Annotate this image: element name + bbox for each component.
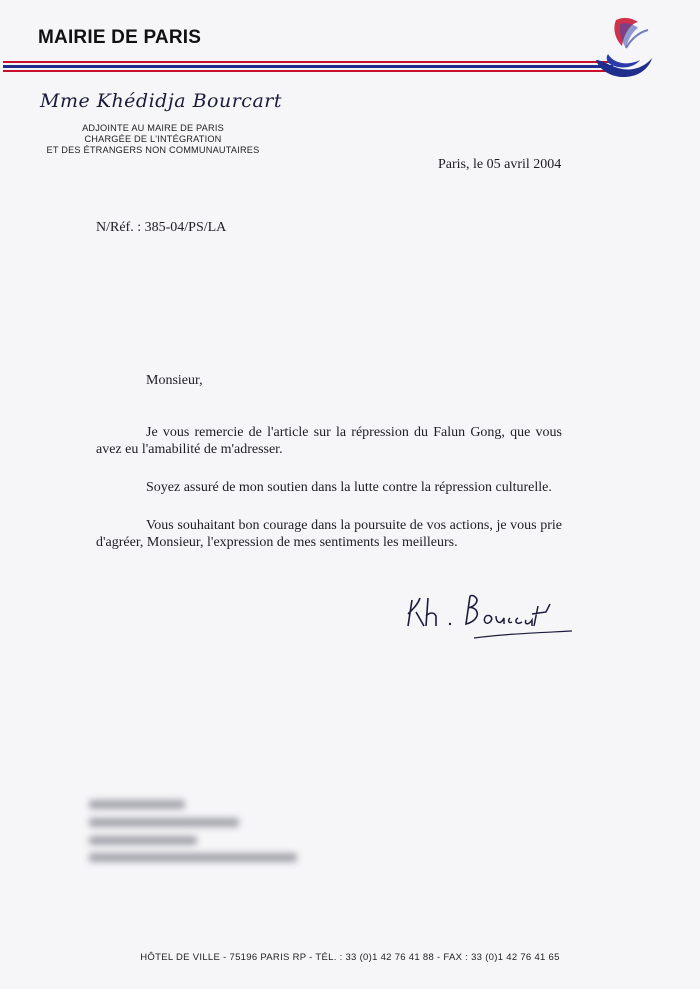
reference-number: N/Réf. : 385-04/PS/LA bbox=[96, 220, 227, 235]
sender-title-line: ET DES ÉTRANGERS NON COMMUNAUTAIRES bbox=[46, 145, 260, 155]
sender-title-line: CHARGÉE DE L'INTÉGRATION bbox=[84, 134, 222, 144]
handwritten-signature bbox=[404, 586, 584, 648]
header-rule-red-lower bbox=[3, 70, 613, 72]
sender-title-line: ADJOINTE AU MAIRE DE PARIS bbox=[82, 123, 224, 133]
recipient-address-redacted bbox=[87, 796, 303, 866]
body-paragraph: Soyez assuré de mon soutien dans la lutte contre la répression culturelle. bbox=[146, 480, 552, 495]
header-rule-red bbox=[3, 61, 613, 63]
sender-name: Mme Khédidja Bourcart bbox=[40, 90, 282, 112]
body-paragraph: Vous souhaitant bon courage dans la poursuite de vos actions, je vous prie d'agréer, Monsieur, l'expression de mes sentiments les meilleurs. bbox=[96, 518, 562, 550]
body-paragraph: Je vous remercie de l'article sur la répression du Falun Gong, que vous avez eu l'amabilité de m'adresser. bbox=[96, 425, 562, 457]
letter-date: Paris, le 05 avril 2004 bbox=[438, 157, 562, 172]
paris-ship-logo-icon bbox=[586, 14, 660, 86]
footer-address: HÔTEL DE VILLE - 75196 PARIS RP - TÉL. : 33 (0)1 42 76 41 88 - FAX : 33 (0)1 42 76 41 65 bbox=[140, 952, 560, 963]
header-rule-blue bbox=[3, 65, 613, 68]
sender-titles bbox=[28, 123, 278, 156]
letter-body bbox=[96, 424, 562, 572]
salutation: Monsieur, bbox=[146, 373, 203, 388]
organization-title: MAIRIE DE PARIS bbox=[38, 27, 202, 48]
